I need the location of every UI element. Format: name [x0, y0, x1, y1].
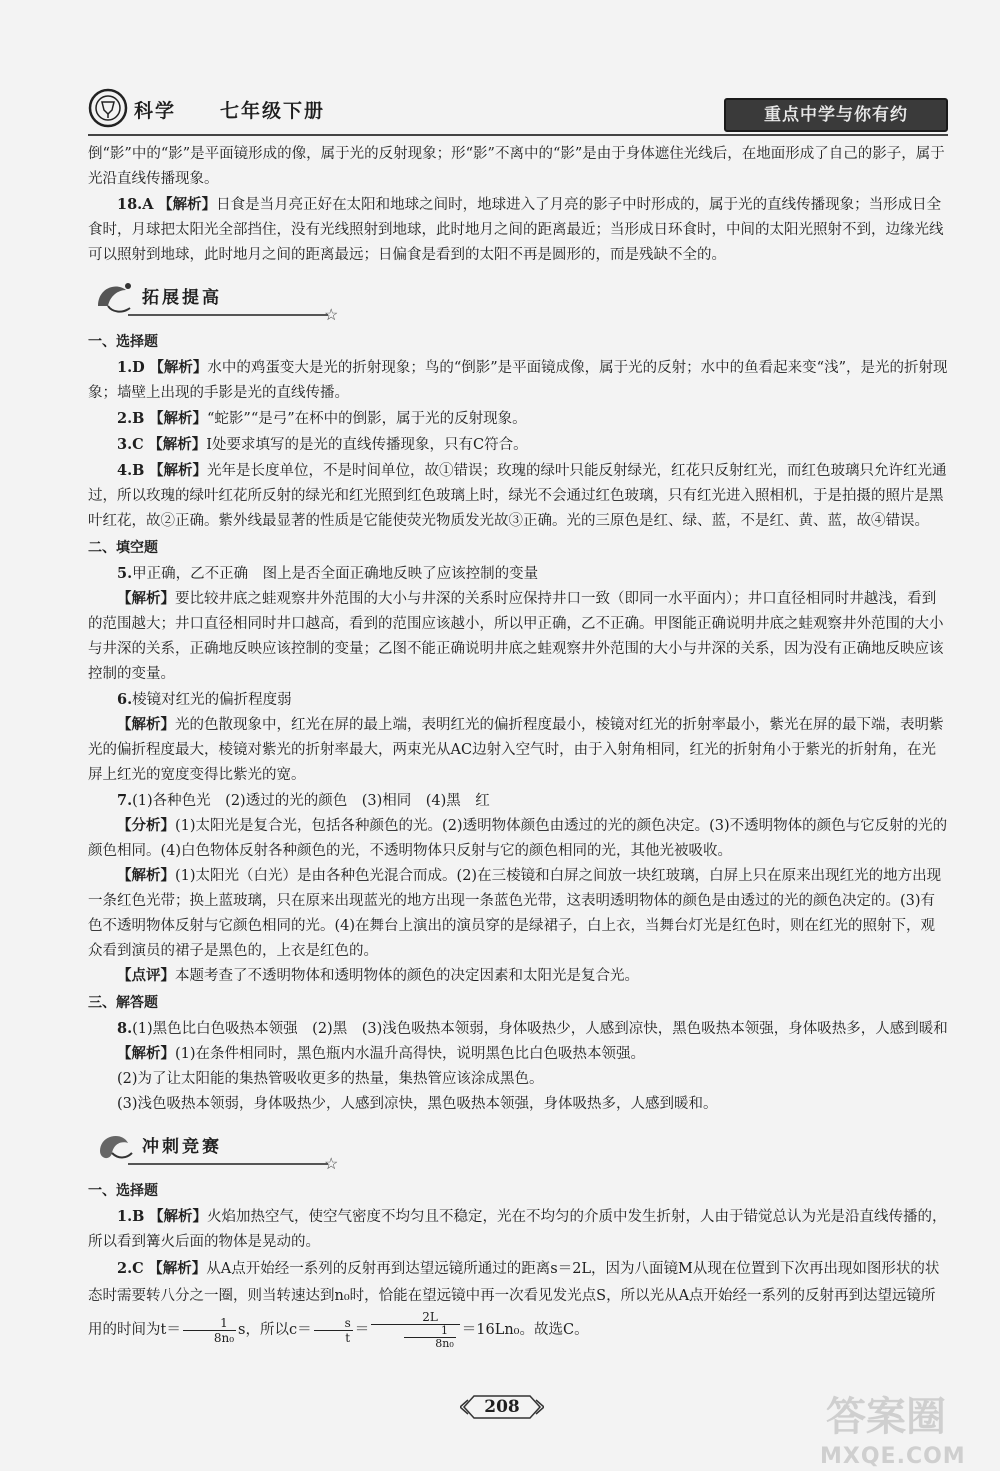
answer-3: 3.C 【解析】Ⅰ处要求填写的是光的直线传播现象，只有C符合。: [117, 436, 528, 453]
answer-4: 4.B 【解析】光年是长度单位，不是时间单位，故①错误；玫瑰的绿叶只能反射绿光，红花只反射红光，而红色玻璃只允许红光通过，所以玫瑰的绿叶红花所反射的绿光和红光照到红色玻璃上时，绿光不会通过红色玻璃，只有红光进入照相机，于是拍摄的照片是黑叶红花，故②正确。紫外线最显著的性质是它能使荧光物质发光故③正确。光的三原色是红、绿、蓝，不是红、黄、蓝，故④错误。: [88, 462, 947, 529]
analysis-8: 【解析】(1)在条件相同时，黑色瓶内水温升高得快，说明黑色比白色吸热本领强。: [117, 1046, 646, 1062]
subject-label: 科学: [134, 100, 177, 122]
analysis-8-line3: (3)浅色吸热本领弱，身体吸热少，人感到凉快，黑色吸热本领强，身体吸热多，人感到暖和。: [117, 1096, 718, 1112]
watermark-logo-icon: [822, 1388, 972, 1442]
answer-1: 1.D 【解析】水中的鸡蛋变大是光的折射现象；鸟的“倒影”是平面镜成像，属于光的反射；水中的鱼看起来变“浅”，是光的折射现象；墙壁上出现的手影是光的直线传播。: [88, 359, 948, 401]
fraction-nested: $\frac{1}{\text{8n₀}}$: [404, 1325, 456, 1350]
answer-18: 18.A 【解析】日食是当月亮正好在太阳和地球之间时，地球进入了月亮的影子中时形成的，属于光的直线传播现象；当形成日全食时，月球把太阳光全部挡住，没有光线照射到地球，此时地月之间的距离最近；当形成日环食时，中间的太阳光照射不到，边缘光线可以照射到地球，此时地月之间的距离最远；日偏食是看到的太阳不再是圆形的，而是残缺不全的。: [88, 196, 944, 263]
series-banner: [724, 98, 948, 132]
header-rule: [88, 134, 948, 136]
section-underline: [128, 314, 328, 316]
fraction-s-over-t: $\frac{s}{t}$: [314, 1316, 353, 1345]
section-fill: 二、填空题: [88, 540, 158, 556]
grade-label: 七年级下册: [220, 100, 326, 122]
page-content: [88, 142, 948, 1350]
section-choice: 一、选择题: [88, 334, 158, 350]
section-header-extension: [88, 272, 948, 328]
page-number: 208: [460, 1392, 544, 1422]
answer-paragraph: 倒“影”中的“影”是平面镜形成的像，属于光的反射现象；形“影”不离中的“影”是由于身体遮住光线后，在地面形成了自己的影子，属于光沿直线传播现象。: [88, 146, 945, 187]
fraction-t: $\frac{1}{\text{8n₀}}$: [183, 1316, 236, 1345]
analysis-8-line2: (2)为了让太阳能的集热管吸收更多的热量，集热管应该涂成黑色。: [117, 1071, 544, 1087]
answer-5: 5.甲正确，乙不正确 图上是否全面正确地反映了应该控制的变量: [117, 565, 539, 582]
section-underline: [128, 1163, 328, 1165]
analysis-7a: 【分析】(1)太阳光是复合光，包括各种颜色的光。(2)透明物体颜色由透过的光的颜色决定。(3)不透明物体的颜色与它反射的光的颜色相同。(4)白色物体反射各种颜色的光，不透明物体只反射与它的颜色相同的光，其他光被吸收。: [88, 818, 948, 859]
analysis-5: 【解析】要比较井底之蛙观察井外范围的大小与井深的关系时应保持井口一致（即同一水平面内）；井口直径相同时井越浅，看到的范围越大；井口直径相同时井口越高，看到的范围应该越小，所以甲正确，乙不正确。甲图能正确说明井底之蛙观察井外范围的大小与井深的关系，正确地反映应该控制的变量；乙图不能正确说明井底之蛙观察井外范围的大小与井深的关系，因为没有正确地反映应该控制的变量。: [88, 591, 944, 682]
svg-text:答案圈: 答案圈: [826, 1394, 946, 1440]
answer-8: 8.(1)黑色比白色吸热本领强 (2)黑 (3)浅色吸热本领弱，身体吸热少，人感到凉快，黑色吸热本领强，身体吸热多，人感到暖和: [117, 1020, 948, 1037]
star-icon: ☆: [324, 305, 339, 324]
series-label: 重点中学与你有约: [764, 105, 908, 125]
fraction-2l: $\frac{2L}{\frac{1}{\text{8n₀}}}$: [371, 1310, 460, 1350]
star-icon: ☆: [324, 1154, 339, 1173]
section-header-competition: [88, 1121, 948, 1177]
section-choice-2: 一、选择题: [88, 1183, 158, 1199]
answer-6: 6.棱镜对红光的偏折程度弱: [117, 691, 292, 708]
section-title-extension: 拓展提高: [142, 288, 222, 308]
section-title-competition: 冲刺竞赛: [142, 1137, 222, 1157]
comment-7: 【点评】本题考查了不透明物体和透明物体的颜色的决定因素和太阳光是复合光。: [117, 968, 639, 984]
analysis-7b: 【解析】(1)太阳光（白光）是由各种色光混合而成。(2)在三棱镜和白屏之间放一块红玻璃，白屏上只在原来出现红光的地方出现一条红色光带；换上蓝玻璃，只在原来出现蓝光的地方出现一条蓝色光带，这表明透明物体的颜色是由透过的光的颜色决定的。(3)有色不透明物体反射与它颜色相同的光。(4)在舞台上演出的演员穿的是绿裙子，白上衣，当舞台灯光是红色时，则在红光的照射下，观众看到演员的裙子是黑色的，上衣是红色的。: [88, 868, 942, 959]
answer-7: 7.(1)各种色光 (2)透过的光的颜色 (3)相同 (4)黑 红: [117, 792, 490, 809]
page-header: [88, 88, 948, 136]
school-emblem-icon: [88, 88, 128, 128]
answer-c1: 1.B 【解析】火焰加热空气，使空气密度不均匀且不稳定，光在不均匀的介质中发生折射，人由于错觉总认为光是沿直线传播的，所以看到篝火后面的物体是晃动的。: [88, 1208, 947, 1250]
answer-c2: 2.C 【解析】从A点开始经一系列的反射再到达望远镜所通过的距离s＝2L，因为八面镜M从现在位置到下次再出现如图形状的状态时需要转八分之一圈，则当转速达到n₀时，恰能在望远镜中再一次看见发光点S，所以光从A点开始经一系列的反射再到达望远镜所用的时间为t＝ $\frac{1}{\text{8n₀}}$ s，所以c＝ $\frac{s}{t}$ ＝ $\frac{2L}{\frac{1}{\text{8n₀}}}$ ＝16Ln₀。故选C。: [88, 1260, 940, 1350]
section-solve: 三、解答题: [88, 995, 158, 1011]
watermark-url: MXQE.COM: [820, 1444, 966, 1469]
analysis-6: 【解析】光的色散现象中，红光在屏的最上端，表明红光的偏折程度最小，棱镜对红光的折射率最小，紫光在屏的最下端，表明紫光的偏折程度最大，棱镜对紫光的折射率最大，两束光从AC边射入空气时，由于入射角相同，红光的折射角小于紫光的折射角，在光屏上红光的宽度变得比紫光的宽。: [88, 717, 944, 783]
answer-2: 2.B 【解析】“蛇影”“是弓”在杯中的倒影，属于光的反射现象。: [117, 410, 527, 427]
